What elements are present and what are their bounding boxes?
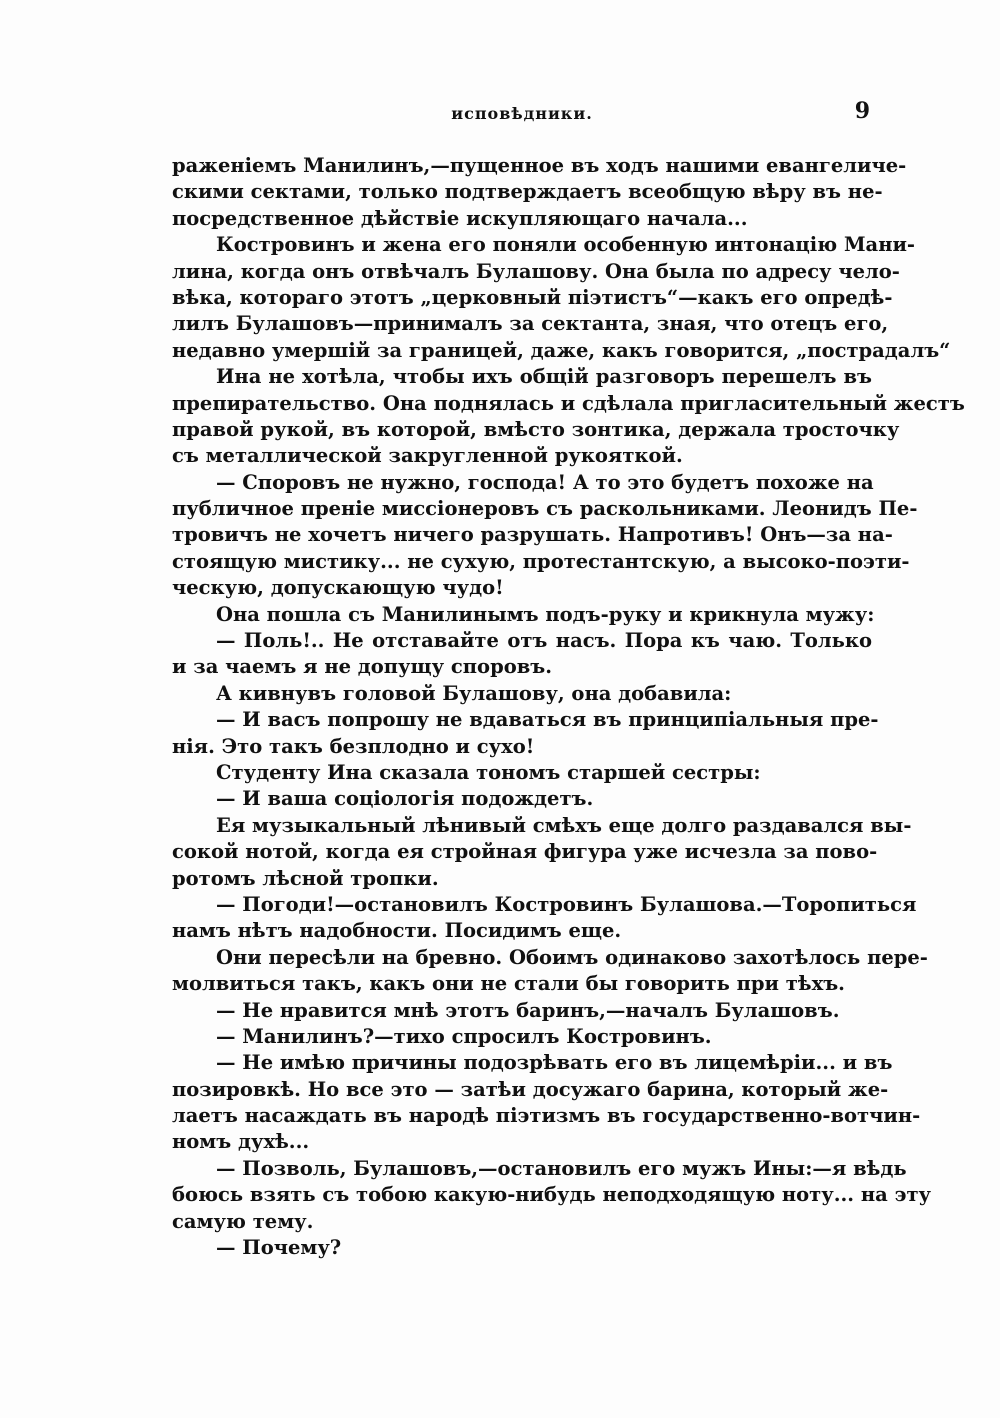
text-line: лина, когда онъ отвѣчалъ Булашову. Она была по адресу чело- xyxy=(172,259,900,283)
text-line: — И ваша соціологія подождетъ. xyxy=(216,787,594,811)
text-line: стоящую мистику... не сухую, протестантскую, а высоко-поэти- xyxy=(172,549,910,573)
text-line: посредственное дѣйствіе искупляющаго начала... xyxy=(172,206,748,230)
text-line: А кивнувъ головой Булашову, она добавила: xyxy=(216,681,732,705)
text-line: сокой нотой, когда ея стройная фигура уже исчезла за пово- xyxy=(172,840,878,864)
text-line: съ металлической закругленной рукояткой. xyxy=(172,444,683,468)
text-line: Она пошла съ Манилинымъ подъ-руку и крикнула мужу: xyxy=(216,602,875,626)
text-line: Они пересѣли на бревно. Обоимъ одинаково захотѣлось пере- xyxy=(216,945,928,969)
text-line: — Не имѣю причины подозрѣвать его въ лицемѣріи... и въ xyxy=(216,1051,893,1075)
text-line: Костровинъ и жена его поняли особенную интонацію Мани- xyxy=(216,233,916,257)
text-line: скими сектами, только подтверждаетъ всеобщую вѣру въ не- xyxy=(172,180,883,204)
text-line: намъ нѣтъ надобности. Посидимъ еще. xyxy=(172,919,622,943)
text-line: лаетъ насаждать въ народѣ піэтизмъ въ государственно-вотчин- xyxy=(172,1104,921,1128)
text-line: ротомъ лѣсной тропки. xyxy=(172,866,439,890)
text-line: самую тему. xyxy=(172,1209,314,1233)
page-number: 9 xyxy=(854,98,870,124)
running-title: исповѣдники. xyxy=(451,104,593,123)
text-line: нія. Это такъ безплодно и сухо! xyxy=(172,734,535,758)
text-line: тровичъ не хочетъ ничего разрушать. Напротивъ! Онъ—за на- xyxy=(172,523,893,547)
text-line: Ея музыкальный лѣнивый смѣхъ еще долго раздавался вы- xyxy=(216,813,912,837)
running-head xyxy=(172,100,872,130)
text-line: боюсь взять съ тобою какую-нибудь неподходящую ноту... на эту xyxy=(172,1183,932,1207)
text-line: препирательство. Она поднялась и сдѣлала пригласительный жестъ xyxy=(172,391,965,415)
text-line: правой рукой, въ которой, вмѣсто зонтика, держала тросточку xyxy=(172,417,900,441)
text-line: вѣка, котораго этотъ „церковный піэтистъ“—какъ его опредѣ- xyxy=(172,285,893,309)
text-line: раженіемъ Манилинъ,—пущенное въ ходъ нашими евангеличе- xyxy=(172,154,907,177)
text-line: — Споровъ не нужно, господа! А то это будетъ похоже на xyxy=(216,470,874,494)
text-line: публичное преніе миссіонеровъ съ раскольниками. Леонидъ Пе- xyxy=(172,497,918,521)
text-line: Ина не хотѣла, чтобы ихъ общій разговоръ перешелъ въ xyxy=(216,365,872,389)
text-line: Студенту Ина сказала тономъ старшей сестры: xyxy=(216,760,761,784)
text-line: недавно умершій за границей, даже, какъ говорится, „пострадалъ“ xyxy=(172,338,951,362)
text-line: ческую, допускающую чудо! xyxy=(172,576,504,600)
text-line: — Почему? xyxy=(216,1236,342,1260)
text-line: и за чаемъ я не допущу споровъ. xyxy=(172,655,553,679)
text-line: лилъ Булашовъ—принималъ за сектанта, зная, что отецъ его, xyxy=(172,312,889,336)
text-line: — Погоди!—остановилъ Костровинъ Булашова.—Торопиться xyxy=(216,892,917,916)
text-line: номъ духѣ... xyxy=(172,1130,310,1154)
body-text xyxy=(172,153,965,1261)
text-line: — Не нравится мнѣ этотъ баринъ,—началъ Булашовъ. xyxy=(216,998,840,1022)
text-line: — И васъ попрошу не вдаваться въ принципіальныя пре- xyxy=(216,708,879,732)
text-line: — Поль!.. Не отставайте отъ насъ. Пора къ чаю. Только xyxy=(216,629,872,653)
text-line: позировкѣ. Но все это — затѣи досужаго барина, который же- xyxy=(172,1077,889,1101)
text-line: молвиться такъ, какъ они не стали бы говорить при тѣхъ. xyxy=(172,972,845,996)
text-line: — Манилинъ?—тихо спросилъ Костровинъ. xyxy=(216,1024,712,1048)
text-line: — Позволь, Булашовъ,—остановилъ его мужъ Ины:—я вѣдь xyxy=(216,1156,907,1180)
